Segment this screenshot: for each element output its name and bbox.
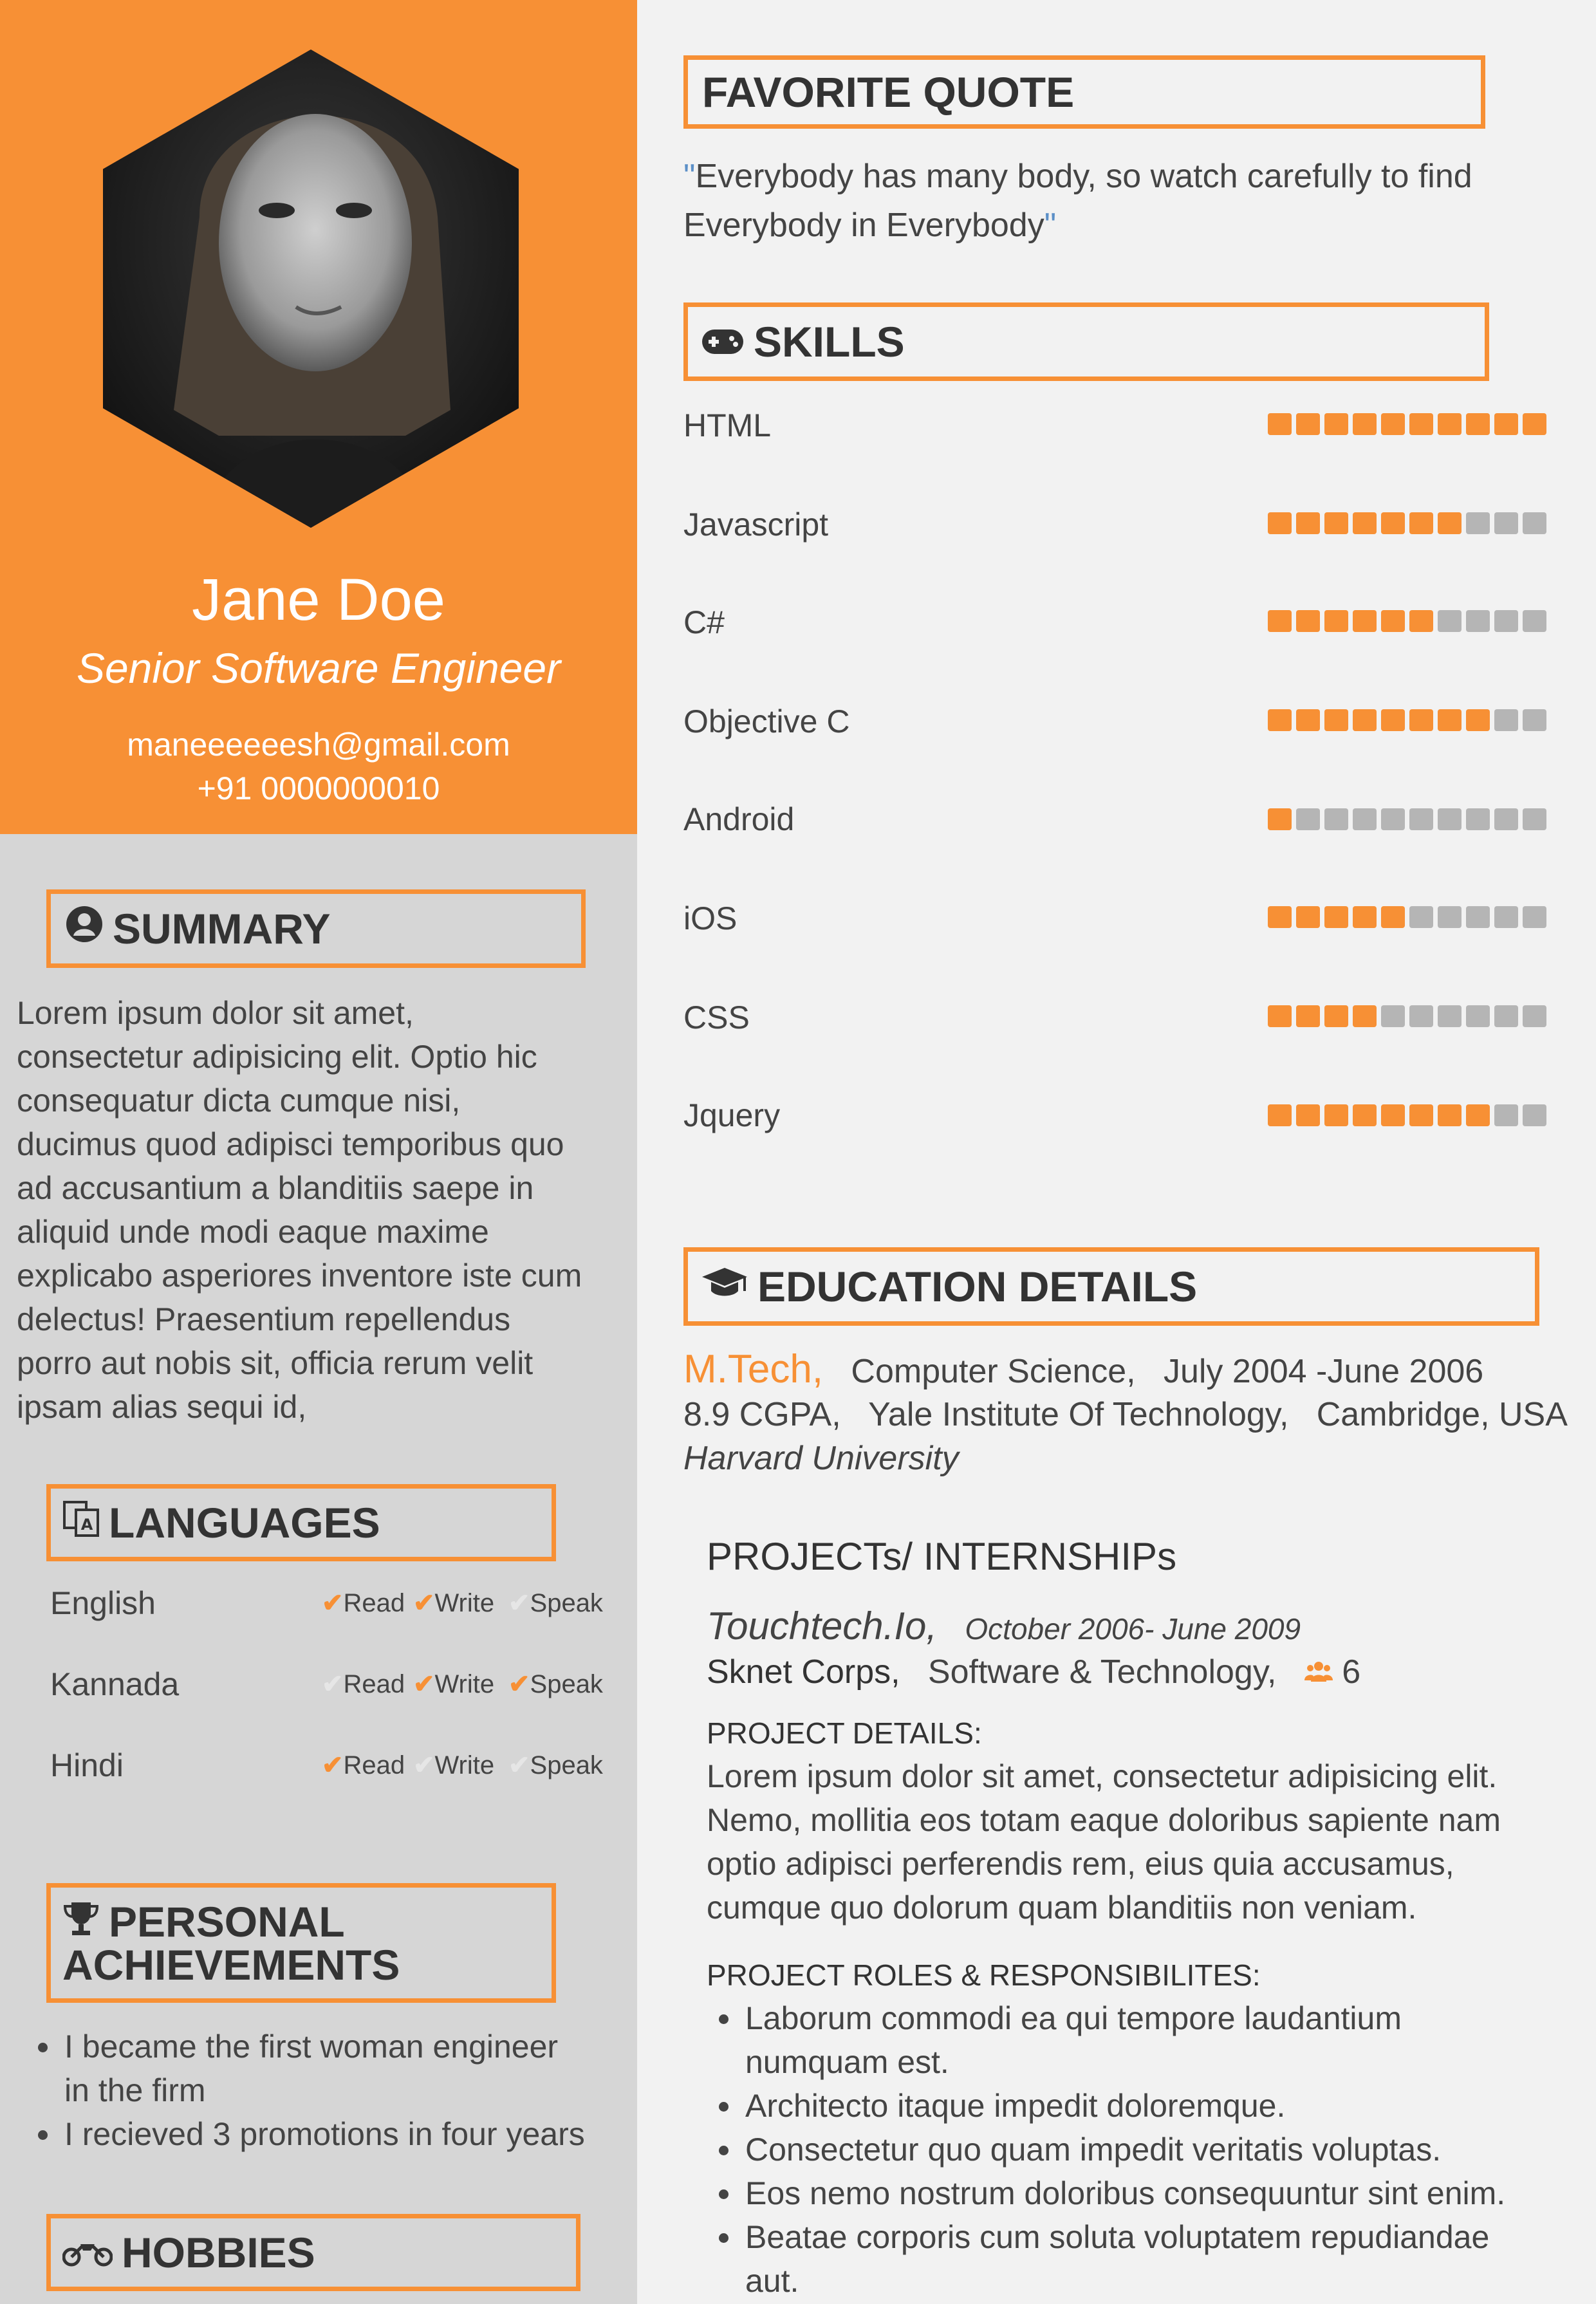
trophy-icon — [62, 1900, 100, 1944]
hobbies-heading: HOBBIES — [122, 2229, 315, 2276]
skill-dot — [1324, 1005, 1348, 1027]
skill-dot — [1296, 1005, 1320, 1027]
skill-meter — [1268, 413, 1546, 435]
project-roles-list — [707, 1996, 1596, 2303]
skill-dot — [1324, 808, 1348, 830]
education-heading-box — [683, 1247, 1539, 1326]
language-icon — [62, 1498, 100, 1547]
education-dates: July 2004 -June 2006 — [1163, 1353, 1484, 1390]
skill-dot — [1466, 808, 1490, 830]
ability-write: Write — [434, 1589, 495, 1617]
skill-dot — [1523, 512, 1546, 534]
skill-dot — [1268, 1104, 1292, 1126]
skill-name: Jquery — [683, 1097, 781, 1133]
achievements-list — [17, 2025, 654, 2156]
skill-dot — [1438, 610, 1461, 632]
motorcycle-icon — [62, 2228, 113, 2277]
skill-dot — [1268, 906, 1292, 928]
check-icon: ✔ — [508, 1589, 530, 1617]
project-roles-heading: PROJECT ROLES & RESPONSIBILITES: — [707, 1958, 1261, 1992]
favorite-quote — [683, 152, 1520, 250]
details-line: cumque quo dolorum quam blanditiis non veniam. — [707, 1890, 1417, 1926]
skill-dot — [1409, 709, 1433, 731]
skill-dot — [1494, 808, 1518, 830]
skill-dot — [1409, 1104, 1433, 1126]
skill-dot — [1523, 610, 1546, 632]
skill-dot — [1324, 512, 1348, 534]
quote-heading: FAVORITE QUOTE — [702, 68, 1075, 116]
check-icon: ✔ — [508, 1670, 530, 1698]
skill-dot — [1438, 808, 1461, 830]
skill-dot — [1324, 1104, 1348, 1126]
summary-line: consequatur dicta cumque nisi, — [17, 1082, 461, 1119]
skill-dot — [1466, 906, 1490, 928]
details-line: optio adipisci perferendis rem, eius quia accusamus, — [707, 1846, 1454, 1882]
skill-dot — [1296, 1104, 1320, 1126]
skill-dot — [1409, 610, 1433, 632]
skill-meter — [1268, 808, 1546, 830]
skill-dot — [1494, 610, 1518, 632]
skill-dot — [1523, 709, 1546, 731]
achievements-heading-line1: PERSONAL — [109, 1898, 345, 1946]
team-size: 6 — [1342, 1653, 1361, 1691]
skill-meter — [1268, 906, 1546, 928]
check-icon: ✔ — [322, 1670, 344, 1698]
skill-dot — [1296, 709, 1320, 731]
languages-heading: LANGUAGES — [109, 1499, 380, 1547]
education-line-2 — [683, 1395, 1568, 1434]
skill-dot — [1353, 413, 1377, 435]
language-row — [50, 1747, 610, 1792]
check-icon: ✔ — [322, 1751, 344, 1779]
cgpa: 8.9 CGPA, — [683, 1396, 841, 1433]
skill-dot — [1494, 413, 1518, 435]
skill-dot — [1409, 413, 1433, 435]
skill-dot — [1523, 1104, 1546, 1126]
skill-dot — [1523, 413, 1546, 435]
project-company-line — [707, 1604, 1301, 1648]
ability-write: Write — [434, 1751, 495, 1779]
skill-dot — [1381, 610, 1405, 632]
list-item: • I recieved 3 promotions in four years — [62, 2112, 654, 2156]
skill-dot — [1466, 610, 1490, 632]
education-heading: EDUCATION DETAILS — [757, 1263, 1198, 1310]
skill-dot — [1353, 1104, 1377, 1126]
achievements-heading-box — [46, 1883, 556, 2003]
skill-meter — [1268, 1104, 1546, 1126]
degree: M.Tech, — [683, 1347, 824, 1391]
institute: Yale Institute Of Technology, — [868, 1396, 1289, 1433]
skill-dot — [1324, 413, 1348, 435]
project-client: Sknet Corps, — [707, 1653, 900, 1691]
skill-dot — [1296, 610, 1320, 632]
skill-dot — [1381, 1005, 1405, 1027]
skill-dot — [1296, 512, 1320, 534]
profile-title: Senior Software Engineer — [76, 644, 561, 692]
skill-name: iOS — [683, 900, 738, 936]
summary-text — [17, 991, 615, 1429]
close-quote-mark: " — [1044, 207, 1057, 244]
team-icon — [1304, 1653, 1342, 1691]
skill-meter — [1268, 512, 1546, 534]
skill-meter — [1268, 610, 1546, 632]
skill-dot — [1409, 906, 1433, 928]
skill-dot — [1466, 1005, 1490, 1027]
check-icon: ✔ — [413, 1589, 435, 1617]
achievements-heading-line2: ACHIEVEMENTS — [62, 1941, 400, 1989]
quote-line: Everybody in Everybody — [683, 207, 1044, 244]
project-client-line — [707, 1653, 1360, 1691]
skill-dot — [1296, 808, 1320, 830]
language-name: English — [50, 1585, 156, 1621]
summary-line: porro aut nobis sit, officia rerum velit — [17, 1345, 534, 1381]
skill-dot — [1268, 512, 1292, 534]
list-item: • Consectetur quo quam impedit veritatis voluptas. — [743, 2128, 1596, 2171]
language-name: Kannada — [50, 1666, 180, 1702]
ability-speak: Speak — [530, 1589, 603, 1617]
list-item: • Beatae corporis cum soluta voluptatem repudiandae aut. — [743, 2215, 1596, 2303]
education-line-1 — [683, 1346, 1483, 1392]
skills-heading: SKILLS — [754, 318, 905, 366]
skill-dot — [1494, 1005, 1518, 1027]
skill-dot — [1466, 413, 1490, 435]
list-item: • Eos nemo nostrum doloribus consequuntur sint enim. — [743, 2171, 1596, 2215]
skill-dot — [1353, 1005, 1377, 1027]
profile-email[interactable]: maneeeeeesh@gmail.com — [127, 727, 510, 763]
skill-name: Android — [683, 801, 795, 837]
skill-dot — [1353, 906, 1377, 928]
skill-dot — [1494, 709, 1518, 731]
summary-line: consectetur adipisicing elit. Optio hic — [17, 1039, 537, 1075]
ability-read: Read — [343, 1589, 405, 1617]
language-name: Hindi — [50, 1747, 124, 1783]
summary-line: delectus! Praesentium repellendus — [17, 1301, 511, 1337]
hobbies-heading-box — [46, 2214, 580, 2291]
skill-dot — [1324, 906, 1348, 928]
project-dates: October 2006- June 2009 — [965, 1612, 1301, 1646]
skill-dot — [1381, 413, 1405, 435]
skill-meter — [1268, 709, 1546, 731]
skill-dot — [1353, 610, 1377, 632]
skill-dot — [1494, 1104, 1518, 1126]
skill-dot — [1409, 1005, 1433, 1027]
field: Computer Science, — [851, 1353, 1136, 1390]
details-line: Nemo, mollitia eos totam eaque doloribus sapiente nam — [707, 1802, 1501, 1838]
open-quote-mark: " — [683, 158, 696, 195]
skill-name: Objective C — [683, 703, 850, 739]
university: Harvard University — [683, 1440, 959, 1477]
quote-line: Everybody has many body, so watch carefully to find — [695, 158, 1472, 195]
skill-dot — [1466, 512, 1490, 534]
skill-dot — [1523, 808, 1546, 830]
summary-line: ducimus quod adipisci temporibus quo — [17, 1126, 564, 1162]
summary-line: explicabo asperiores inventore iste cum — [17, 1258, 582, 1294]
project-details-heading: PROJECT DETAILS: — [707, 1716, 982, 1750]
svg-text:A: A — [80, 1516, 93, 1534]
ability-speak: Speak — [530, 1670, 603, 1698]
skill-dot — [1438, 413, 1461, 435]
language-row — [50, 1584, 610, 1630]
summary-line: aliquid unde modi eaque maxime — [17, 1214, 489, 1250]
project-details-text — [707, 1754, 1563, 1929]
summary-line: ipsam alias sequi id, — [17, 1389, 307, 1425]
check-icon: ✔ — [508, 1751, 530, 1779]
quote-heading-box — [683, 55, 1485, 129]
profile-photo — [103, 50, 519, 528]
skill-dot — [1268, 610, 1292, 632]
ability-write: Write — [434, 1670, 495, 1698]
skill-name: Javascript — [683, 506, 829, 543]
skill-dot — [1381, 1104, 1405, 1126]
skill-dot — [1353, 808, 1377, 830]
skill-dot — [1268, 413, 1292, 435]
skill-dot — [1438, 512, 1461, 534]
skill-dot — [1381, 906, 1405, 928]
skill-dot — [1353, 709, 1377, 731]
skill-dot — [1268, 709, 1292, 731]
graduation-cap-icon — [701, 1262, 748, 1311]
ability-read: Read — [343, 1751, 405, 1779]
check-icon: ✔ — [413, 1670, 435, 1698]
summary-line: Lorem ipsum dolor sit amet, — [17, 995, 414, 1031]
skill-dot — [1296, 906, 1320, 928]
summary-line: ad accusantium a blanditiis saepe in — [17, 1170, 534, 1206]
ability-read: Read — [343, 1670, 405, 1698]
skill-dot — [1268, 1005, 1292, 1027]
skill-dot — [1523, 906, 1546, 928]
skill-dot — [1438, 906, 1461, 928]
skill-dot — [1381, 512, 1405, 534]
languages-heading-box — [46, 1484, 556, 1561]
skill-meter — [1268, 1005, 1546, 1027]
skill-name: CSS — [683, 999, 750, 1036]
skill-dot — [1353, 512, 1377, 534]
details-line: Lorem ipsum dolor sit amet, consectetur adipisicing elit. — [707, 1758, 1498, 1794]
ability-speak: Speak — [530, 1751, 603, 1779]
skill-name: HTML — [683, 407, 772, 443]
location: Cambridge, USA — [1316, 1396, 1568, 1433]
skill-dot — [1494, 906, 1518, 928]
skill-dot — [1494, 512, 1518, 534]
list-item: • Architecto itaque impedit doloremque. — [743, 2084, 1596, 2128]
summary-heading-box — [46, 889, 586, 968]
skill-dot — [1381, 808, 1405, 830]
list-item: • Laborum commodi ea qui tempore laudantium numquam est. — [743, 1996, 1596, 2084]
skill-dot — [1409, 512, 1433, 534]
skill-dot — [1466, 709, 1490, 731]
profile-phone[interactable]: +91 0000000010 — [197, 770, 440, 806]
profile-header — [0, 0, 637, 834]
skill-dot — [1296, 413, 1320, 435]
skill-name: C# — [683, 604, 725, 640]
skill-dot — [1268, 808, 1292, 830]
list-item: • I became the first woman engineer in the firm — [62, 2025, 654, 2112]
skill-dot — [1466, 1104, 1490, 1126]
check-icon: ✔ — [413, 1751, 435, 1779]
gamepad-icon — [701, 317, 745, 366]
language-row — [50, 1666, 610, 1711]
skill-dot — [1324, 709, 1348, 731]
skill-dot — [1438, 1005, 1461, 1027]
projects-heading: PROJECTs/ INTERNSHIPs — [707, 1535, 1177, 1578]
skill-dot — [1438, 1104, 1461, 1126]
skill-dot — [1438, 709, 1461, 731]
project-domain: Software & Technology, — [927, 1653, 1277, 1691]
skill-dot — [1523, 1005, 1546, 1027]
skill-dot — [1381, 709, 1405, 731]
summary-heading: SUMMARY — [113, 905, 331, 952]
skill-dot — [1324, 610, 1348, 632]
project-company: Touchtech.Io, — [707, 1604, 938, 1648]
user-circle-icon — [65, 904, 104, 953]
check-icon: ✔ — [322, 1589, 344, 1617]
skill-dot — [1409, 808, 1433, 830]
profile-name: Jane Doe — [192, 567, 445, 633]
skills-heading-box — [683, 302, 1489, 381]
